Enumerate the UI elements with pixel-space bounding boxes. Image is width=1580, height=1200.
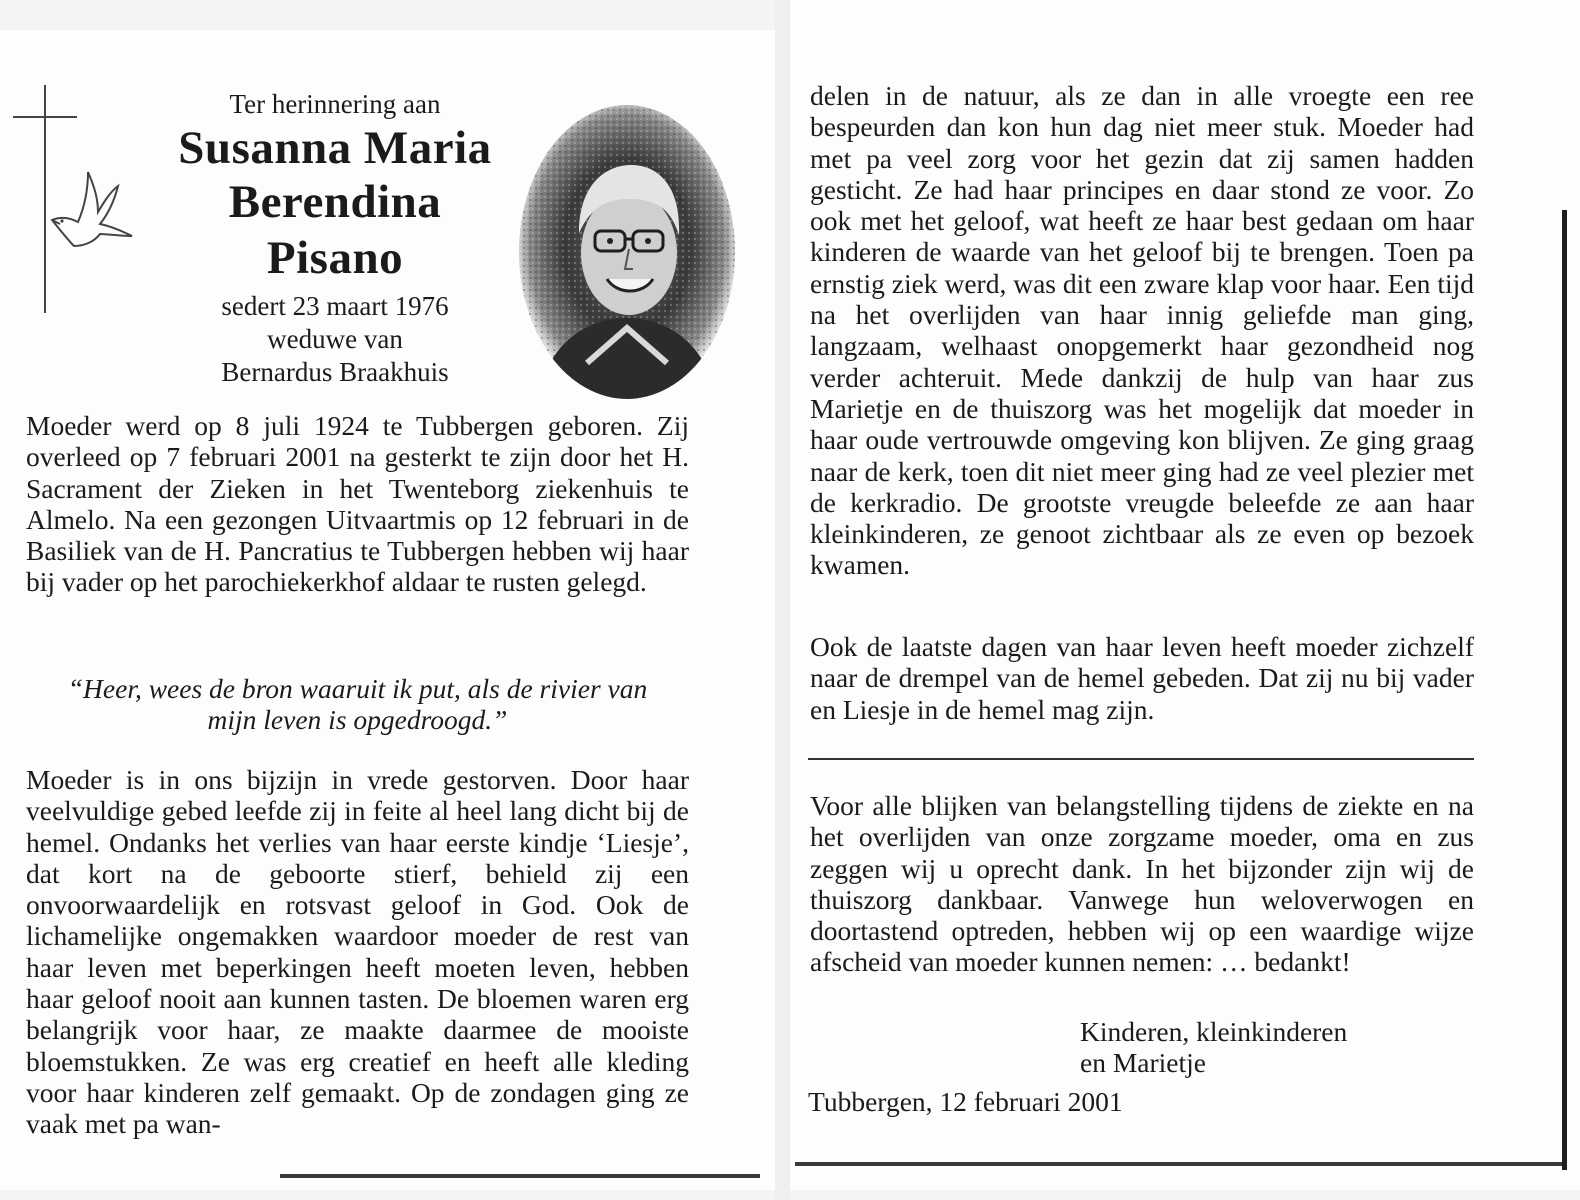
- deceased-name-line-3: Pisano: [266, 232, 404, 284]
- intro-text: Ter herinnering aan: [229, 89, 441, 119]
- section-divider: [808, 758, 1474, 760]
- biography-paragraph-1: Moeder werd op 8 juli 1924 te Tubbergen geboren. Zij overleed op 7 februari 2001 na gesterkt te zijn door het H. Sacrament der Zieken in het Twenteborg ziekenhuis te Almelo. Na een gezongen Uitvaartmis op 12 februari in de Basiliek van de H. Pancratius te Tubbergen hebben wij haar bij vader op het parochiekerkhof aldaar te rusten gelegd.: [26, 410, 689, 598]
- cross-icon-bar: [13, 116, 77, 118]
- signature-line-2: en Marietje: [1080, 1047, 1206, 1078]
- deceased-name-line-2: Berendina: [228, 176, 442, 228]
- widow-of-text: weduwe van: [267, 324, 403, 354]
- widow-since-text: sedert 23 maart 1976: [221, 291, 449, 321]
- biography-paragraph-2: Moeder is in ons bijzijn in vrede gestorven. Door haar veelvuldige gebed leefde zij in feite al heel lang dicht bij de hemel. Ondanks het verlies van haar eerste kindje ‘Liesje’, dat kort na de geboorte stierf, behield zij een onvoorwaardelijk en rotsvast geloof in God. Ook de lichamelijke ongemakken waardoor moeder de rest van haar leven met beperkingen heeft moeten leven, hebben haar geloof nooit aan kunnen tasten. De bloemen waren erg belangrijk voor haar, ze maakte daarmee de mooiste bloemstukken. Ze was erg creatief en heeft alle kleding voor haar kinderen zelf gemaakt. Op de zondagen ging ze vaak met pa wan-: [26, 764, 689, 1140]
- card-gutter: [775, 0, 790, 1200]
- quote-line-2: mijn leven is opgedroogd.”: [207, 704, 508, 735]
- dove-icon: [48, 168, 136, 250]
- scan-edge-left: [280, 1174, 760, 1178]
- thanks-paragraph: Voor alle blijken van belangstelling tijdens de ziekte en na het overlijden van onze zorgzame moeder, oma en zus zeggen wij u oprecht dank. In het bijzonder zijn wij de thuiszorg dankbaar. Vanwege hun weloverwogen en doortastend optreden, hebben wij op een waardige wijze afscheid van moeder kunnen nemen: … bedankt!: [810, 790, 1474, 978]
- quote-line-1: “Heer, wees de bron waaruit ik put, als de rivier van: [67, 673, 648, 704]
- biography-paragraph-4: Ook de laatste dagen van haar leven heeft moeder zichzelf naar de drempel van de hemel gebeden. Dat zij nu bij vader en Liesje in de hemel mag zijn.: [810, 631, 1474, 725]
- deceased-name-line-1: Susanna Maria: [178, 122, 492, 174]
- scan-edge-vertical: [1562, 210, 1567, 1170]
- cross-icon: [44, 85, 46, 313]
- spouse-name: Bernardus Braakhuis: [221, 357, 449, 387]
- portrait-photo: [517, 103, 737, 401]
- signature-line-1: Kinderen, kleinkinderen: [1080, 1016, 1348, 1047]
- biography-paragraph-3: delen in de natuur, als ze dan in alle vroegte een ree bespeurden dan kon hun dag niet meer stuk. Moeder had met pa veel zorg voor het gezin dat zij samen hadden gesticht. Ze had haar principes en daar stond ze voor. Zo ook met het geloof, wat heeft ze haar best gedaan om haar kinderen de waarde van het geloof bij te brengen. Toen pa ernstig ziek werd, was dit een zware klap voor haar. Een tijd na het overlijden van haar innig geliefde man ging, langzaam, welhaast onopgemerkt haar gezondheid nog verder achteruit. Mede dankzij de hulp van haar zus Marietje en de thuiszorg was het mogelijk dat moeder in haar oude vertrouwde omgeving kon blijven. Ze ging graag naar de kerk, toen dit niet meer ging had ze veel plezier met de kerkradio. De grootste vreugde beleefde ze aan haar kleinkinderen, ze genoot zichtbaar als ze even op bezoek kwamen.: [810, 80, 1474, 581]
- scan-edge-right: [795, 1162, 1565, 1166]
- place-date: Tubbergen, 12 februari 2001: [808, 1086, 1123, 1117]
